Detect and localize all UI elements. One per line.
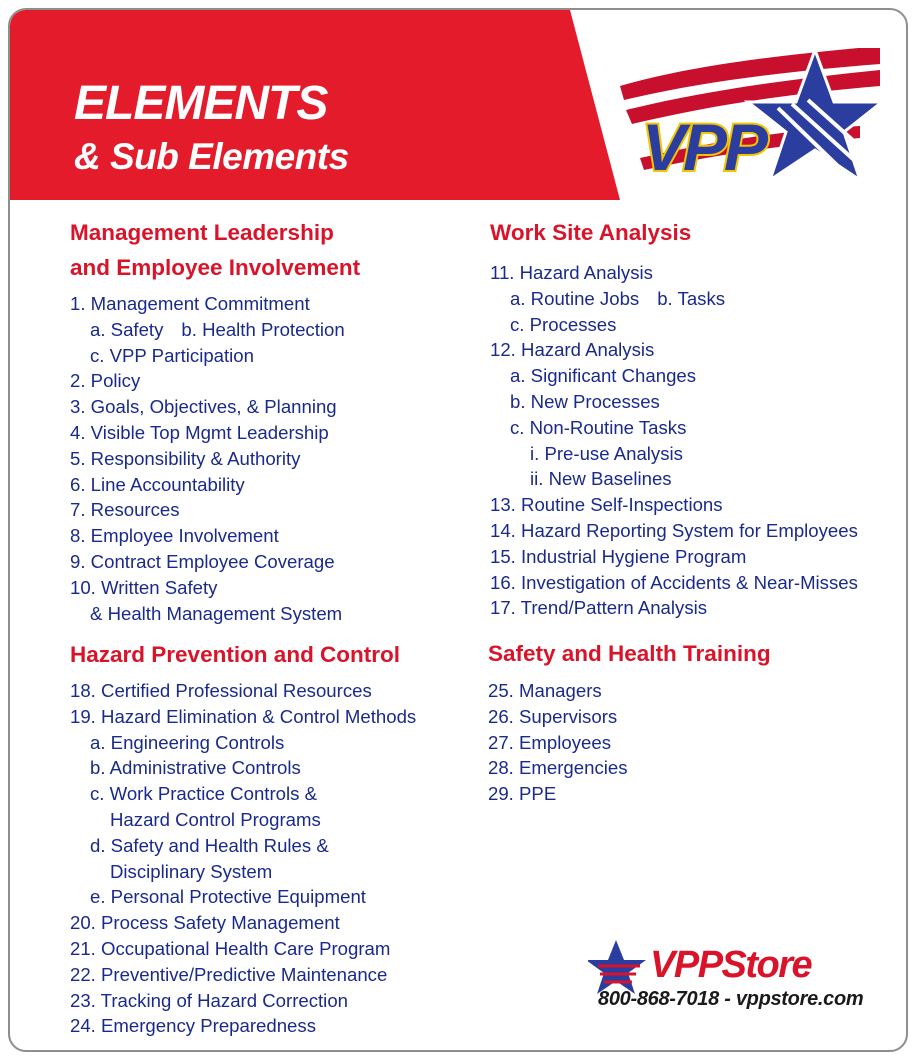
page-title: ELEMENTS: [74, 77, 328, 130]
list-item: [488, 755, 771, 781]
item-text: 9. Contract Employee Coverage: [70, 550, 335, 572]
list-item: [490, 363, 858, 389]
list-item: [490, 570, 858, 596]
logo-text: VPP: [642, 110, 766, 184]
item-text: 7. Resources: [70, 499, 180, 521]
list-item: [70, 1013, 416, 1039]
item-text: 4. Visible Top Mgmt Leadership: [70, 421, 329, 443]
list-item: [70, 394, 360, 420]
item-text: 20. Process Safety Management: [70, 912, 340, 934]
vpp-logo: [610, 48, 880, 188]
item-list: [70, 678, 416, 1039]
list-item: [70, 420, 360, 446]
list-item: [70, 343, 360, 369]
section-worksite: [490, 215, 858, 621]
item-text: c. VPP Participation: [90, 344, 254, 366]
item-text: 15. Industrial Hygiene Program: [490, 545, 747, 567]
item-text: Hazard Control Programs: [110, 808, 321, 830]
section-training: [488, 636, 771, 807]
list-item: [70, 523, 360, 549]
item-text: 2. Policy: [70, 370, 141, 392]
item-text: Disciplinary System: [110, 860, 273, 882]
section-management: [70, 215, 360, 626]
list-item: [488, 678, 771, 704]
list-item: [70, 497, 360, 523]
list-item: [70, 601, 360, 627]
item-text: 29. PPE: [488, 783, 557, 805]
item-text: 25. Managers: [488, 680, 602, 701]
list-item: [488, 730, 771, 756]
list-item: [70, 962, 416, 988]
item-text: 11. Hazard Analysis: [490, 262, 653, 283]
item-text: 18. Certified Professional Resources: [70, 680, 372, 701]
item-text: b. Administrative Controls: [90, 757, 301, 779]
item-text: 24. Emergency Preparedness: [70, 1015, 316, 1037]
item-text: 1. Management Commitment: [70, 293, 310, 314]
item-text: c. Non-Routine Tasks: [510, 416, 687, 438]
list-item: [70, 446, 360, 472]
list-item: [490, 337, 858, 363]
item-text: 12. Hazard Analysis: [490, 339, 655, 361]
store-name: VPPStore: [650, 944, 812, 986]
list-item: [70, 781, 416, 807]
list-item: [490, 518, 858, 544]
list-item: [490, 441, 858, 467]
list-item: [490, 389, 858, 415]
list-item: [70, 730, 416, 756]
item-text: a. Engineering Controls: [90, 731, 285, 753]
list-item: [488, 781, 771, 807]
item-text: 17. Trend/Pattern Analysis: [490, 597, 708, 619]
item-text: c. Processes: [510, 313, 617, 335]
item-text: c. Work Practice Controls &: [90, 783, 317, 805]
item-text: 28. Emergencies: [488, 757, 628, 779]
section-title: Safety and Health Training: [488, 641, 771, 666]
section-title: Work Site Analysis: [490, 220, 692, 245]
list-item: [70, 549, 360, 575]
list-item: [70, 988, 416, 1014]
elements-card: [8, 8, 908, 1052]
list-item: [490, 466, 858, 492]
list-item: [70, 678, 416, 704]
item-text: 22. Preventive/Predictive Maintenance: [70, 963, 388, 985]
list-item: [490, 312, 858, 338]
page-subtitle: & Sub Elements: [74, 136, 349, 177]
list-item: [70, 575, 360, 601]
item-text: 23. Tracking of Hazard Correction: [70, 989, 348, 1011]
list-item: [70, 704, 416, 730]
list-item: [70, 859, 416, 885]
section-title: and Employee Involvement: [70, 255, 361, 280]
list-item: [70, 291, 360, 317]
item-text: 5. Responsibility & Authority: [70, 447, 301, 469]
item-text: d. Safety and Health Rules &: [90, 834, 329, 856]
list-item: [70, 317, 360, 343]
list-item: [70, 368, 360, 394]
item-text: 19. Hazard Elimination & Control Methods: [70, 705, 417, 727]
item-list: [488, 678, 771, 807]
item-text: 26. Supervisors: [488, 705, 618, 727]
list-item: [490, 260, 858, 286]
store-contact: 800-868-7018 - vppstore.com: [598, 988, 864, 1010]
item-text: 14. Hazard Reporting System for Employees: [490, 519, 858, 541]
item-text: 13. Routine Self-Inspections: [490, 494, 723, 516]
list-item: [70, 755, 416, 781]
list-item: [488, 704, 771, 730]
item-text-secondary: b. Health Protection: [181, 318, 345, 340]
item-text: b. New Processes: [510, 390, 660, 412]
item-text: 10. Written Safety: [70, 576, 218, 598]
list-item: [490, 415, 858, 441]
list-item: [490, 492, 858, 518]
item-text: 16. Investigation of Accidents & Near-Misses: [490, 571, 858, 593]
list-item: [490, 286, 858, 312]
item-text: 21. Occupational Health Care Program: [70, 937, 391, 959]
item-text: i. Pre-use Analysis: [530, 442, 683, 464]
section-title: Hazard Prevention and Control: [70, 642, 401, 667]
item-text-secondary: b. Tasks: [657, 287, 726, 309]
item-text: ii. New Baselines: [530, 468, 672, 490]
list-item: [70, 936, 416, 962]
item-text: 8. Employee Involvement: [70, 525, 279, 547]
list-item: [70, 807, 416, 833]
item-text: 27. Employees: [488, 731, 611, 753]
section-title: Management Leadership: [70, 220, 334, 245]
list-item: [490, 544, 858, 570]
item-text: 3. Goals, Objectives, & Planning: [70, 396, 337, 418]
item-text: e. Personal Protective Equipment: [90, 886, 366, 908]
item-text: 6. Line Accountability: [70, 473, 245, 495]
item-text: a. Significant Changes: [510, 365, 697, 387]
list-item: [490, 595, 858, 621]
item-text: a. Routine Jobs: [510, 287, 640, 309]
item-text: a. Safety: [90, 318, 164, 340]
list-item: [70, 884, 416, 910]
section-hazard-prevention: [70, 637, 416, 1039]
list-item: [70, 472, 360, 498]
item-text: & Health Management System: [90, 602, 343, 624]
list-item: [70, 910, 416, 936]
item-list: [490, 260, 858, 621]
item-list: [70, 291, 360, 626]
list-item: [70, 833, 416, 859]
